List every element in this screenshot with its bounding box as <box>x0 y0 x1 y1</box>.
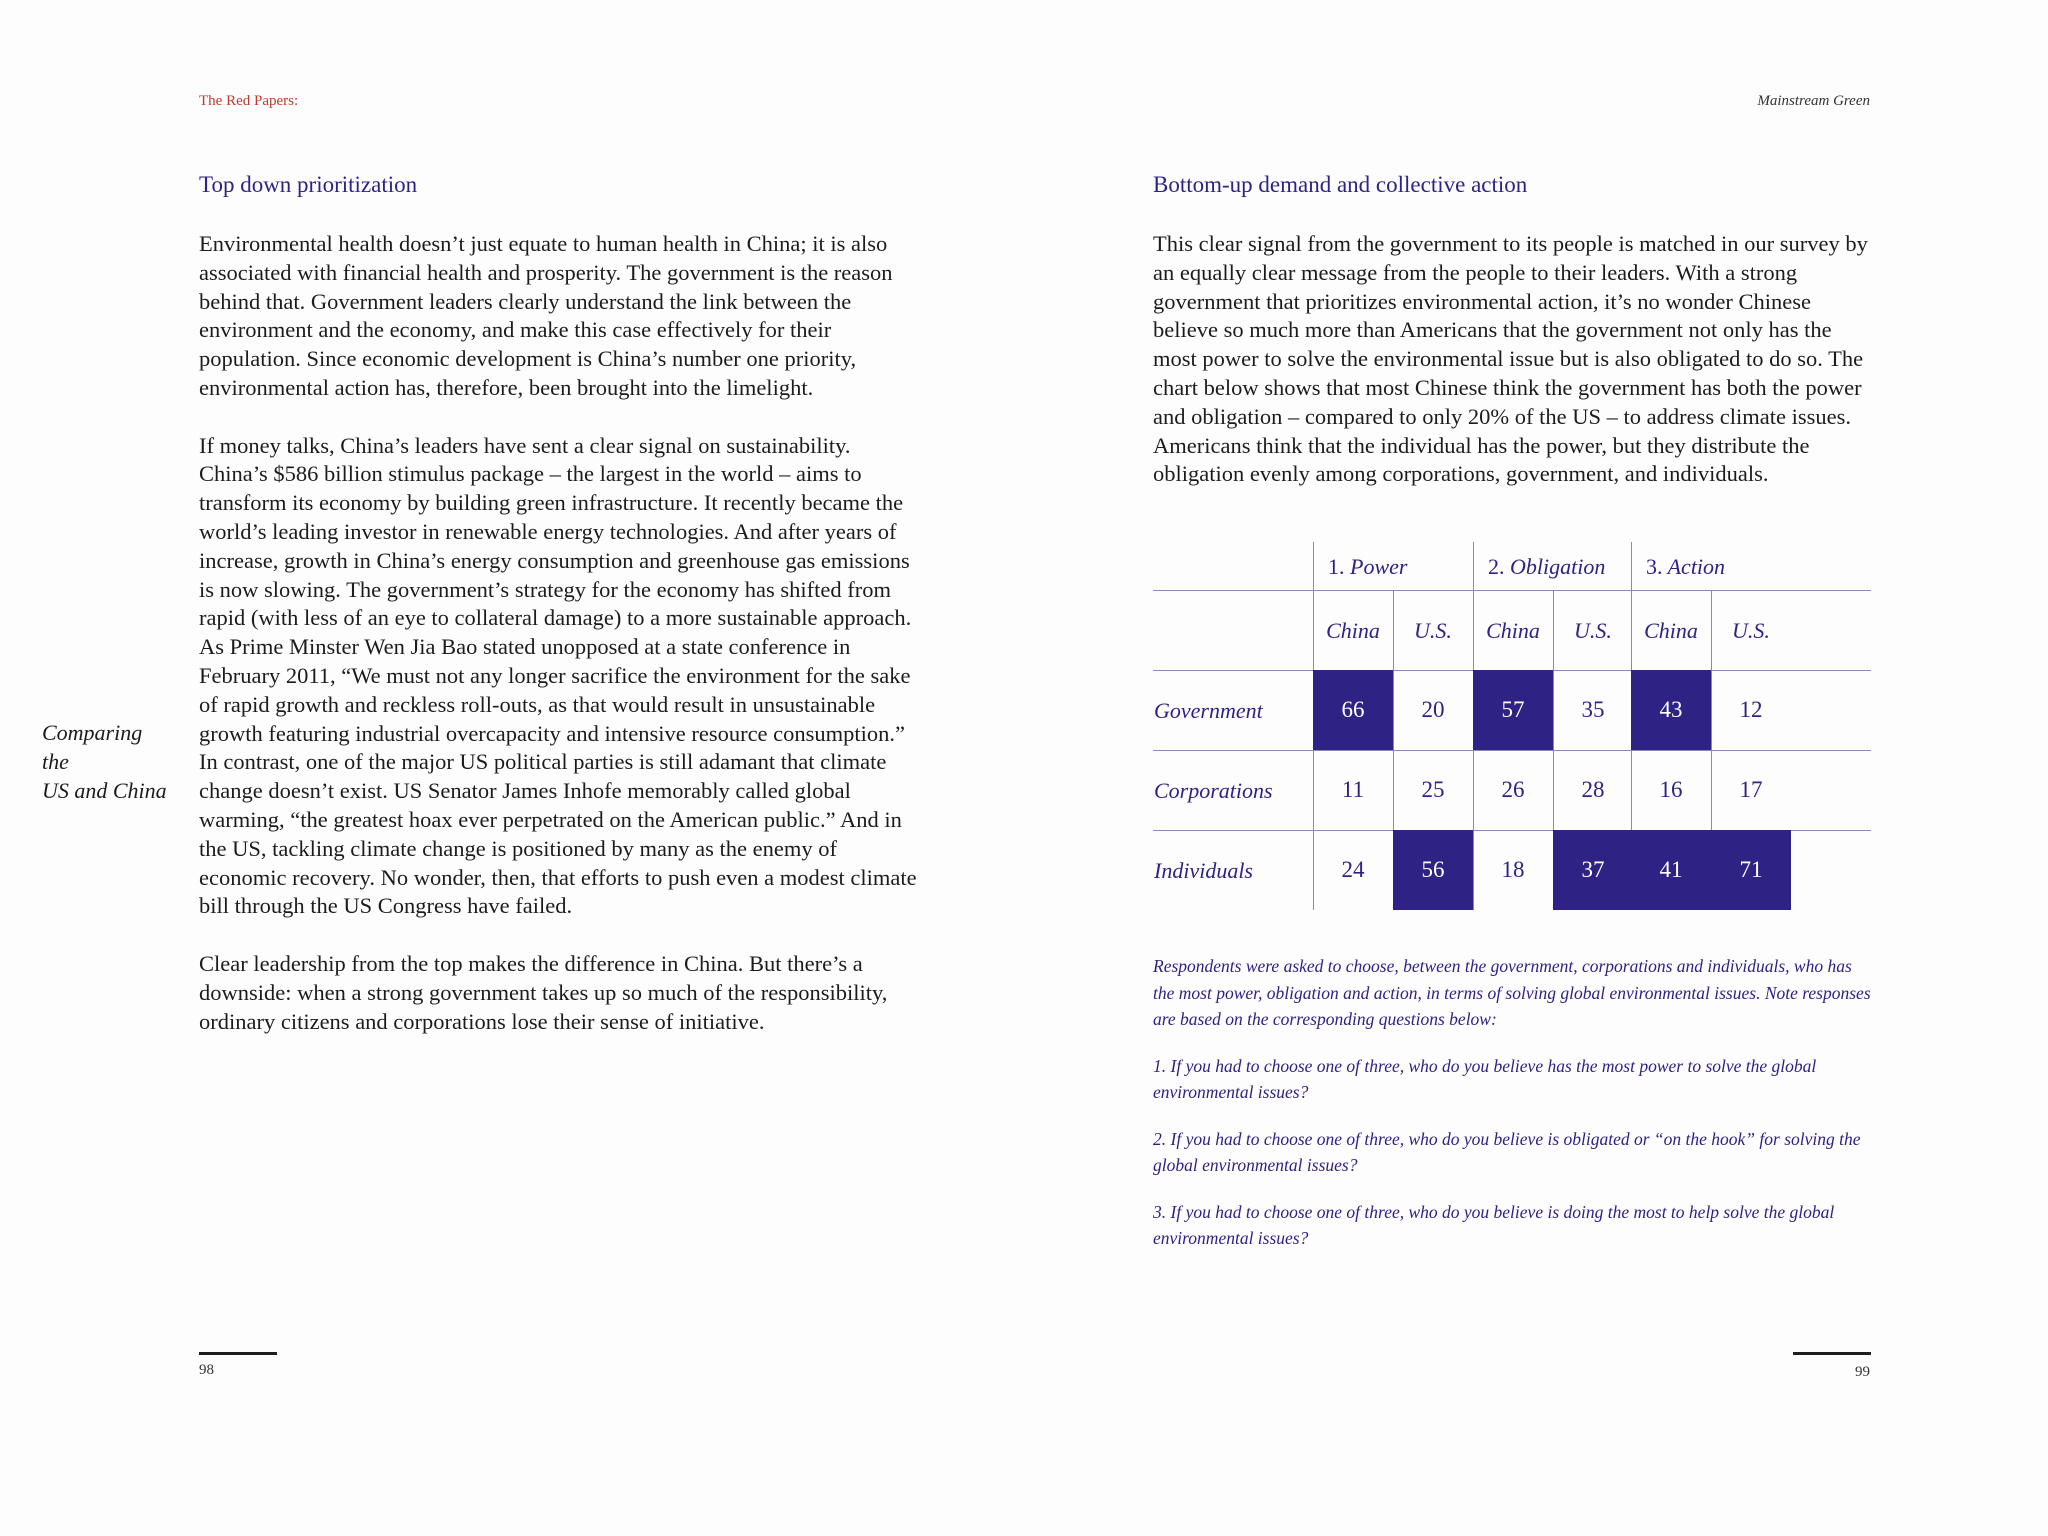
cell-corporations-power-us: 25 <box>1421 777 1445 802</box>
right-section-heading: Bottom-up demand and collective action <box>1153 172 1528 197</box>
group-header-action: 3. Action <box>1646 554 1726 579</box>
page-number-right: 99 <box>1855 1364 1870 1380</box>
cell-government-obligation-china: 57 <box>1473 670 1553 750</box>
left-section-heading: Top down prioritization <box>199 172 418 197</box>
caption-intro: Respondents were asked to choose, between the government, corporations and individuals, who has the most power, obligation and action, in terms of solving global environmental issues. Note responses are based on the corresponding questions below: <box>1153 956 1871 1029</box>
subheader-obligation-us: U.S. <box>1574 618 1612 643</box>
cell-individuals-power-us: 56 <box>1393 830 1473 910</box>
cell-corporations-action-us: 17 <box>1739 777 1763 802</box>
cell-corporations-action-china: 16 <box>1659 777 1683 802</box>
footer-rule-right <box>1793 1352 1871 1355</box>
cell-government-action-china: 43 <box>1631 670 1711 750</box>
cell-individuals-power-china: 24 <box>1341 857 1365 882</box>
caption-question-2: 2. If you had to choose one of three, who do you believe is obligated or “on the hook” for solving the global environmental issues? <box>1153 1128 1861 1175</box>
table-horizontal-rule <box>1153 590 1871 591</box>
page-number-left: 98 <box>199 1362 214 1378</box>
cell-individuals-obligation-us: 37 <box>1553 830 1633 910</box>
subheader-power-china: China <box>1326 618 1380 643</box>
footer-rule-left <box>199 1352 277 1355</box>
cell-government-action-us: 12 <box>1739 697 1763 722</box>
left-body-text <box>199 230 924 1065</box>
caption-question-1: 1. If you had to choose one of three, who do you believe has the most power to solve the global environmental issues? <box>1153 1055 1817 1102</box>
subheader-obligation-china: China <box>1486 618 1540 643</box>
right-paragraph: This clear signal from the government to its people is matched in our survey by an equally clear message from the people to their leaders. With a strong government that prioritizes environmental action, it’s no wonder Chinese believe so much more than Americans that the government not only has the most power to solve the environmental issue but is also obligated to do so. The chart below shows that most Chinese think the government has both the power and obligation – compared to only 20% of the US – to address climate issues. Americans think that the individual has the power, but they distribute the obligation evenly among corporations, government, and individuals. <box>1153 231 1868 487</box>
subheader-action-china: China <box>1644 618 1698 643</box>
left-paragraph-2: If money talks, China’s leaders have sent a clear signal on sustainability. China’s $586 billion stimulus package – the largest in the world – aims to transform its economy by building green infrastructure. It recently became the world’s leading investor in renewable energy technologies. And after years of increase, growth in China’s energy consumption and greenhouse gas emissions is now slowing. The government’s strategy for the economy has shifted from rapid (with less of an eye to collateral damage) to a more sustainable approach. As Prime Minster Wen Jia Bao stated unopposed at a state conference in February 2011, “We must not any longer sacrifice the environment for the sake of rapid growth and reckless roll-outs, as that would result in unsustainable growth featuring industrial overcapacity and intensive resource consumption.” In contrast, one of the major US political parties is still adamant that climate change doesn’t exist. US Senator James Inhofe memorably called global warming, “the greatest hoax ever perpetrated on the American public.” And in the US, tackling climate change is positioned by many as the enemy of economic recovery. No wonder, then, that efforts to push even a modest climate bill through the US Congress have failed. <box>199 432 917 919</box>
chart-caption <box>1153 953 1873 1272</box>
cell-individuals-action-china: 41 <box>1631 830 1711 910</box>
running-header-left: The Red Papers: <box>199 93 299 109</box>
cell-individuals-action-us: 71 <box>1711 830 1791 910</box>
right-body-text <box>1153 230 1878 518</box>
survey-results-table <box>1153 540 1871 910</box>
group-header-power: 1. Power <box>1328 554 1408 579</box>
row-label-government: Government <box>1154 698 1263 723</box>
row-label-corporations: Corporations <box>1154 778 1273 803</box>
subheader-power-us: U.S. <box>1414 618 1452 643</box>
margin-note-line-2: US and China <box>42 778 167 803</box>
cell-government-power-us: 20 <box>1421 697 1445 722</box>
cell-government-power-china: 66 <box>1313 670 1393 750</box>
cell-corporations-obligation-us: 28 <box>1581 777 1605 802</box>
caption-question-3: 3. If you had to choose one of three, who do you believe is doing the most to help solve the global environmental issues? <box>1153 1201 1835 1248</box>
margin-note <box>42 718 172 805</box>
left-paragraph-1: Environmental health doesn’t just equate to human health in China; it is also associated with financial health and prosperity. The government is the reason behind that. Government leaders clearly understand the link between the environment and the economy, and make this case effectively for their population. Since economic development is China’s number one priority, environmental action has, therefore, been brought into the limelight. <box>199 231 893 400</box>
left-paragraph-3: Clear leadership from the top makes the difference in China. But there’s a downside: when a strong government takes up so much of the responsibility, ordinary citizens and corporations lose their sense of initiative. <box>199 950 888 1034</box>
margin-note-line-1: Comparing the <box>42 720 143 774</box>
cell-government-obligation-us: 35 <box>1581 697 1605 722</box>
cell-individuals-obligation-china: 18 <box>1501 857 1525 882</box>
subheader-action-us: U.S. <box>1732 618 1770 643</box>
group-header-obligation: 2. Obligation <box>1488 554 1606 579</box>
running-header-right: Mainstream Green <box>1757 93 1870 109</box>
row-label-individuals: Individuals <box>1154 858 1253 883</box>
cell-corporations-power-china: 11 <box>1341 777 1365 802</box>
cell-corporations-obligation-china: 26 <box>1501 777 1525 802</box>
